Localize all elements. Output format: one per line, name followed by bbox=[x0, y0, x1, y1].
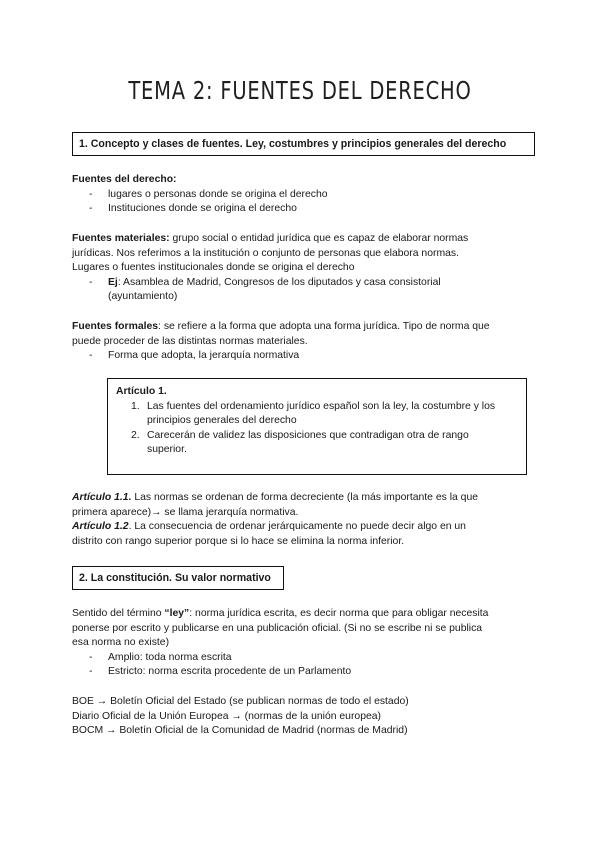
page-title: TEMA 2: FUENTES DEL DERECHO bbox=[128, 76, 472, 105]
publication-line: BOE → Boletín Oficial del Estado (se publican normas de todo el estado) bbox=[72, 696, 409, 707]
articulo-1-1-label: Artículo 1.1. bbox=[72, 492, 132, 503]
fuentes-derecho-block bbox=[72, 173, 542, 217]
publication-line: BOCM → Boletín Oficial de la Comunidad de Madrid (normas de Madrid) bbox=[72, 725, 408, 736]
section-2-heading-text: 2. La constitución. Su valor normativo bbox=[79, 571, 271, 584]
fuentes-materiales-label: Fuentes materiales: bbox=[72, 233, 170, 244]
articulos-block: Artículo 1.1. Las normas se ordenan de forma decreciente (la más importante es la que primera aparece)→ se llama jerarquía normativa. Artículo 1.2. La consecuencia de ordenar jerárquicamente no puede decir algo en un distrito con rango superior porque si lo hace se elimina la norma inferior. bbox=[72, 492, 479, 547]
sentido-ley-block: Sentido del término “ley”: norma jurídica escrita, es decir norma que para obligar necesita ponerse por escrito y publicarse en una publicación oficial. (Si no se escribe ni se publica esa norma no existe) - Amplio: toda norma escrita - Estricto: norma escrita procedente de un Parlamento bbox=[72, 607, 552, 680]
list-item: - Instituciones donde se origina el derecho bbox=[89, 203, 297, 214]
list-item: - Forma que adopta, la jerarquía normativa bbox=[89, 350, 300, 361]
fuentes-formales-label: Fuentes formales bbox=[72, 321, 159, 332]
publications-block bbox=[72, 695, 552, 739]
section-2-heading bbox=[72, 566, 284, 590]
list-item: - lugares o personas donde se origina el derecho bbox=[89, 188, 328, 200]
list-item: 2. Carecerán de validez las disposiciones que contradigan otra de rango bbox=[131, 429, 469, 441]
section-1-heading bbox=[72, 132, 535, 156]
fuentes-formales-block: Fuentes formales: se refiere a la forma que adopta una forma jurídica. Tipo de norma que puede proceder de las distintas normas materiales. - Forma que adopta, la jerarquía normativa bbox=[72, 320, 547, 364]
list-item: - Amplio: toda norma escrita bbox=[89, 651, 232, 663]
list-item: - Ej: Asamblea de Madrid, Congresos de los diputados y casa consistorial bbox=[89, 276, 441, 288]
fuentes-materiales-block: Fuentes materiales: grupo social o entidad jurídica que es capaz de elaborar normas jurídicas. Nos referimos a la institución o conjunto de personas que elabora normas. Lugares o fuentes institucionales donde se origina el derecho - Ej: Asamblea de Madrid, Congresos de los diputados y casa consistorial (ayuntamiento) bbox=[72, 232, 547, 305]
list-item: - Estricto: norma escrita procedente de un Parlamento bbox=[89, 666, 352, 677]
section-1-heading-text: 1. Concepto y clases de fuentes. Ley, costumbres y principios generales del derecho bbox=[79, 137, 507, 150]
articulo-1-box: Artículo 1. 1. Las fuentes del ordenamiento jurídico español son la ley, la costumbre y los principios generales del derecho 2. Carecerán de validez las disposiciones que contradigan otra de rango superior. bbox=[107, 378, 527, 475]
fuentes-derecho-label: Fuentes del derecho: bbox=[72, 174, 177, 185]
publication-line: Diario Oficial de la Unión Europea → (normas de la unión europea) bbox=[72, 710, 381, 722]
articulo-1-heading: Artículo 1. bbox=[116, 386, 167, 397]
articulo-1-2-label: Artículo 1.2 bbox=[72, 521, 129, 532]
ley-term: “ley” bbox=[164, 608, 190, 619]
list-item: 1. Las fuentes del ordenamiento jurídico español son la ley, la costumbre y los bbox=[131, 400, 496, 412]
